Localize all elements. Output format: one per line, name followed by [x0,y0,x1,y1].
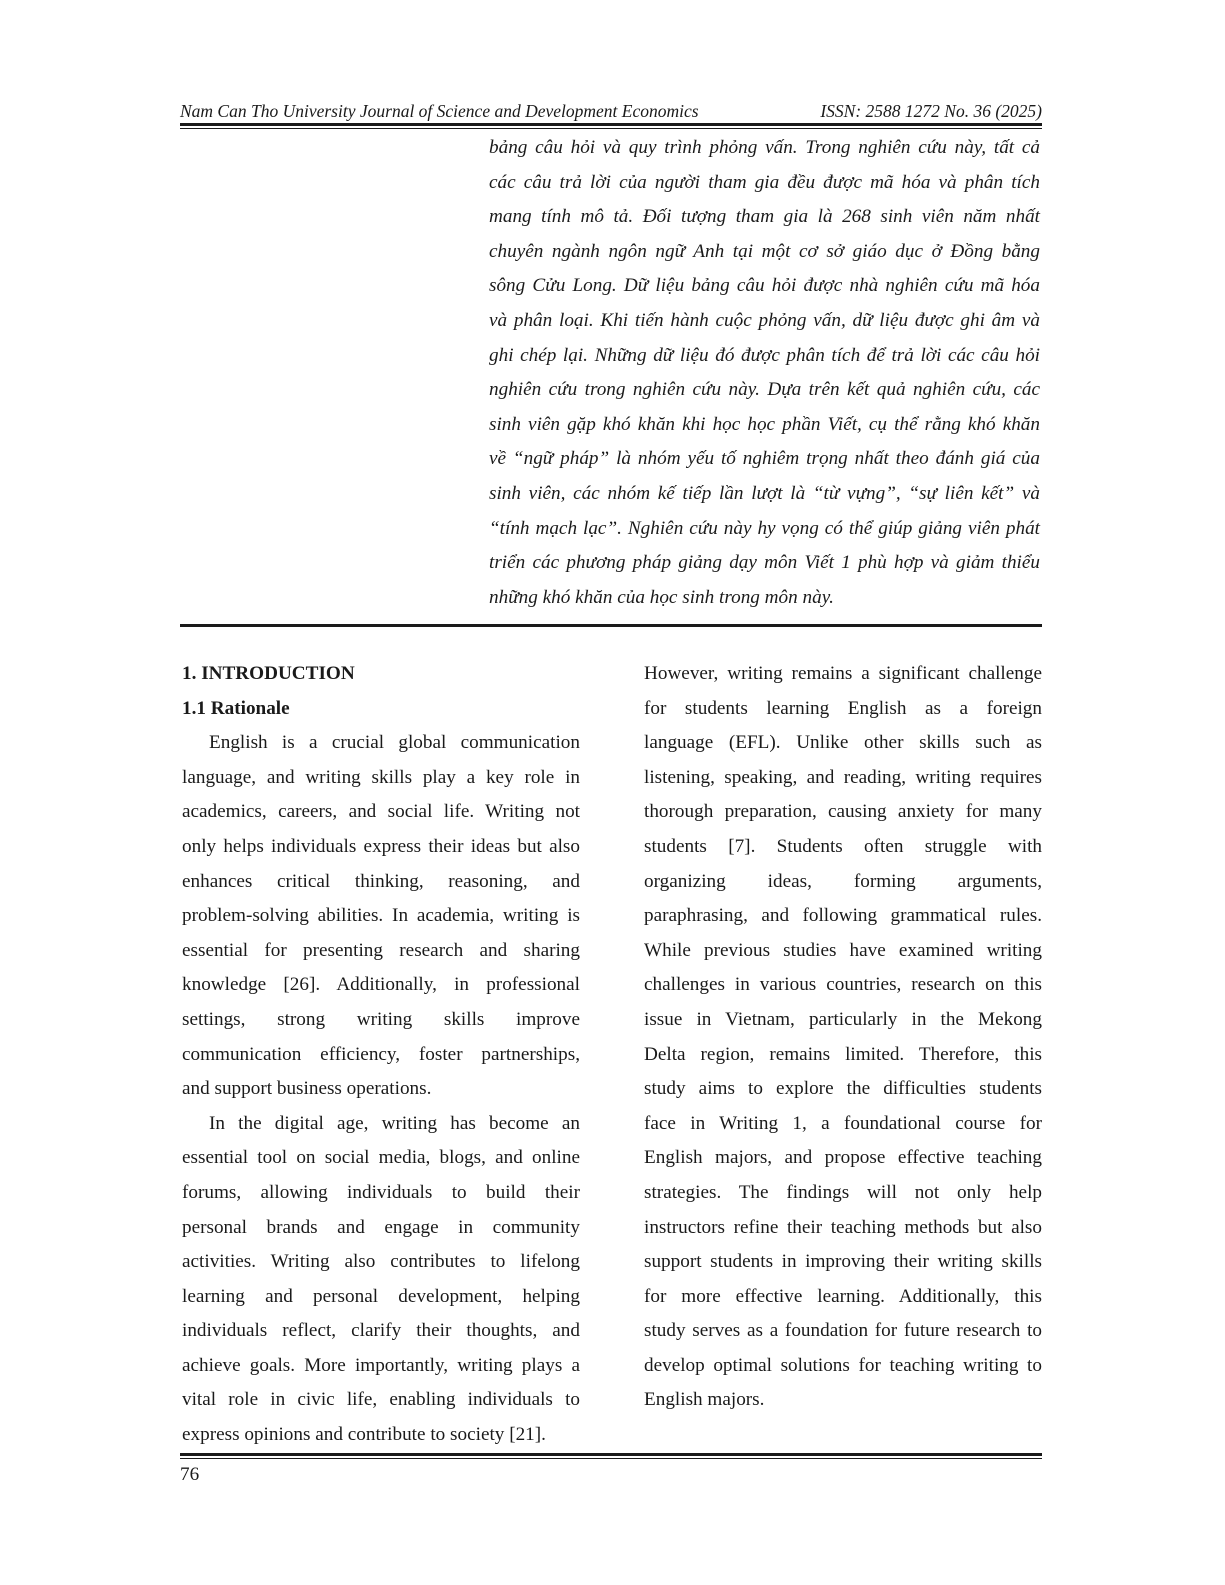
text-line: students [7]. Students often struggle with [644,835,1042,857]
text-line: only helps individuals express their ideas but also [182,835,580,857]
footer-rule-thick [180,1453,1042,1456]
text-line: study serves as a foundation for future research to [644,1320,1042,1342]
text-line: strategies. The findings will not only help [644,1181,1042,1203]
vietnamese-abstract [489,131,1040,615]
page-number: 76 [180,1464,200,1485]
text-line: problem-solving abilities. In academia, writing is [182,905,580,927]
footer-rule-thin [180,1458,1042,1459]
text-line: express opinions and contribute to society [21]. [182,1424,546,1446]
text-line: “tính mạch lạc”. Nghiên cứu này hy vọng có thể giúp giảng viên phát [489,517,1040,539]
text-line: instructors refine their teaching methods but also [644,1216,1042,1238]
text-line: support students in improving their writing skills [644,1251,1042,1273]
text-line: However, writing remains a significant challenge [644,663,1042,684]
text-line: and support business operations. [182,1078,432,1100]
text-line: issue in Vietnam, particularly in the Mekong [644,1008,1042,1030]
text-line: sinh viên, các nhóm kế tiếp lần lượt là “từ vựng”, “sự liên kết” và [489,482,1040,504]
text-line: knowledge [26]. Additionally, in professional [182,974,580,996]
right-column [644,657,1042,1418]
text-line: những khó khăn của học sinh trong môn này. [489,586,834,608]
text-line: chuyên ngành ngôn ngữ Anh tại một cơ sở giáo dục ở Đồng bằng [489,240,1040,262]
text-line: Delta region, remains limited. Therefore, this [644,1043,1042,1065]
text-line: English majors, and propose effective teaching [644,1147,1042,1169]
text-line: sông Cửu Long. Dữ liệu bảng câu hỏi được nhà nghiên cứu mã hóa [489,275,1040,297]
text-line: vital role in civic life, enabling individuals to [182,1389,580,1411]
paragraph-1 [182,726,580,1107]
running-header [180,98,1042,124]
text-line: triển các phương pháp giảng dạy môn Viết 1 phù hợp và giảm thiểu [489,552,1040,574]
text-line: language, and writing skills play a key role in [182,766,580,788]
header-rule-thick [180,123,1042,126]
text-line: activities. Writing also contributes to lifelong [182,1251,580,1273]
text-line: essential tool on social media, blogs, and online [182,1147,580,1169]
text-line: individuals reflect, clarify their thoughts, and [182,1320,580,1342]
text-line: In the digital age, writing has become an [209,1112,580,1134]
paragraph-2 [182,1107,580,1453]
text-line: mang tính mô tả. Đối tượng tham gia là 268 sinh viên năm nhất [489,206,1040,228]
text-line: các câu trả lời của người tham gia đều được mã hóa và phân tích [489,171,1040,193]
text-line: enhances critical thinking, reasoning, and [182,870,580,892]
text-line: thorough preparation, causing anxiety for many [644,801,1042,823]
paragraph-3 [644,657,1042,1418]
journal-title: Nam Can Tho University Journal of Science and Development Economics [180,101,699,121]
left-column [182,657,580,1453]
text-line: organizing ideas, forming arguments, [644,870,1042,892]
text-line: paraphrasing, and following grammatical rules. [644,905,1042,927]
text-line: for students learning English as a foreign [644,697,1042,719]
header-rule-thin [180,128,1042,129]
subsection-title: 1.1 Rationale [182,697,290,719]
text-line: forums, allowing individuals to build their [182,1181,580,1203]
text-line: bảng câu hỏi và quy trình phỏng vấn. Trong nghiên cứu này, tất cả [489,137,1040,158]
text-line: về “ngữ pháp” là nhóm yếu tố nghiêm trọng nhất theo đánh giá của [489,448,1040,470]
section-title: 1. INTRODUCTION [182,663,355,684]
text-line: English majors. [644,1389,765,1411]
text-line: essential for presenting research and sharing [182,939,580,961]
text-line: và phân loại. Khi tiến hành cuộc phỏng vấn, dữ liệu được ghi âm và [489,309,1040,331]
text-line: language (EFL). Unlike other skills such as [644,732,1042,754]
text-line: English is a crucial global communication [209,732,580,754]
text-line: develop optimal solutions for teaching writing to [644,1354,1042,1376]
text-line: nghiên cứu trong nghiên cứu này. Dựa trên kết quả nghiên cứu, các [489,379,1040,401]
text-line: achieve goals. More importantly, writing plays a [182,1354,580,1376]
text-line: listening, speaking, and reading, writing requires [644,766,1042,788]
text-line: While previous studies have examined writing [644,939,1042,961]
text-line: study aims to explore the difficulties students [644,1078,1042,1100]
abstract-divider-rule [180,624,1042,627]
text-line: for more effective learning. Additionally, this [644,1285,1042,1307]
text-line: ghi chép lại. Những dữ liệu đó được phân tích để trả lời các câu hỏi [489,344,1040,366]
text-line: academics, careers, and social life. Writing not [182,801,580,823]
text-line: communication efficiency, foster partnerships, [182,1043,580,1065]
text-line: learning and personal development, helping [182,1285,580,1307]
text-line: sinh viên gặp khó khăn khi học học phần Viết, cụ thể rằng khó khăn [489,413,1040,435]
issn-issue: ISSN: 2588 1272 No. 36 (2025) [820,101,1042,121]
text-line: settings, strong writing skills improve [182,1008,580,1030]
text-line: challenges in various countries, research on this [644,974,1042,996]
text-line: personal brands and engage in community [182,1216,580,1238]
text-line: face in Writing 1, a foundational course for [644,1112,1042,1134]
